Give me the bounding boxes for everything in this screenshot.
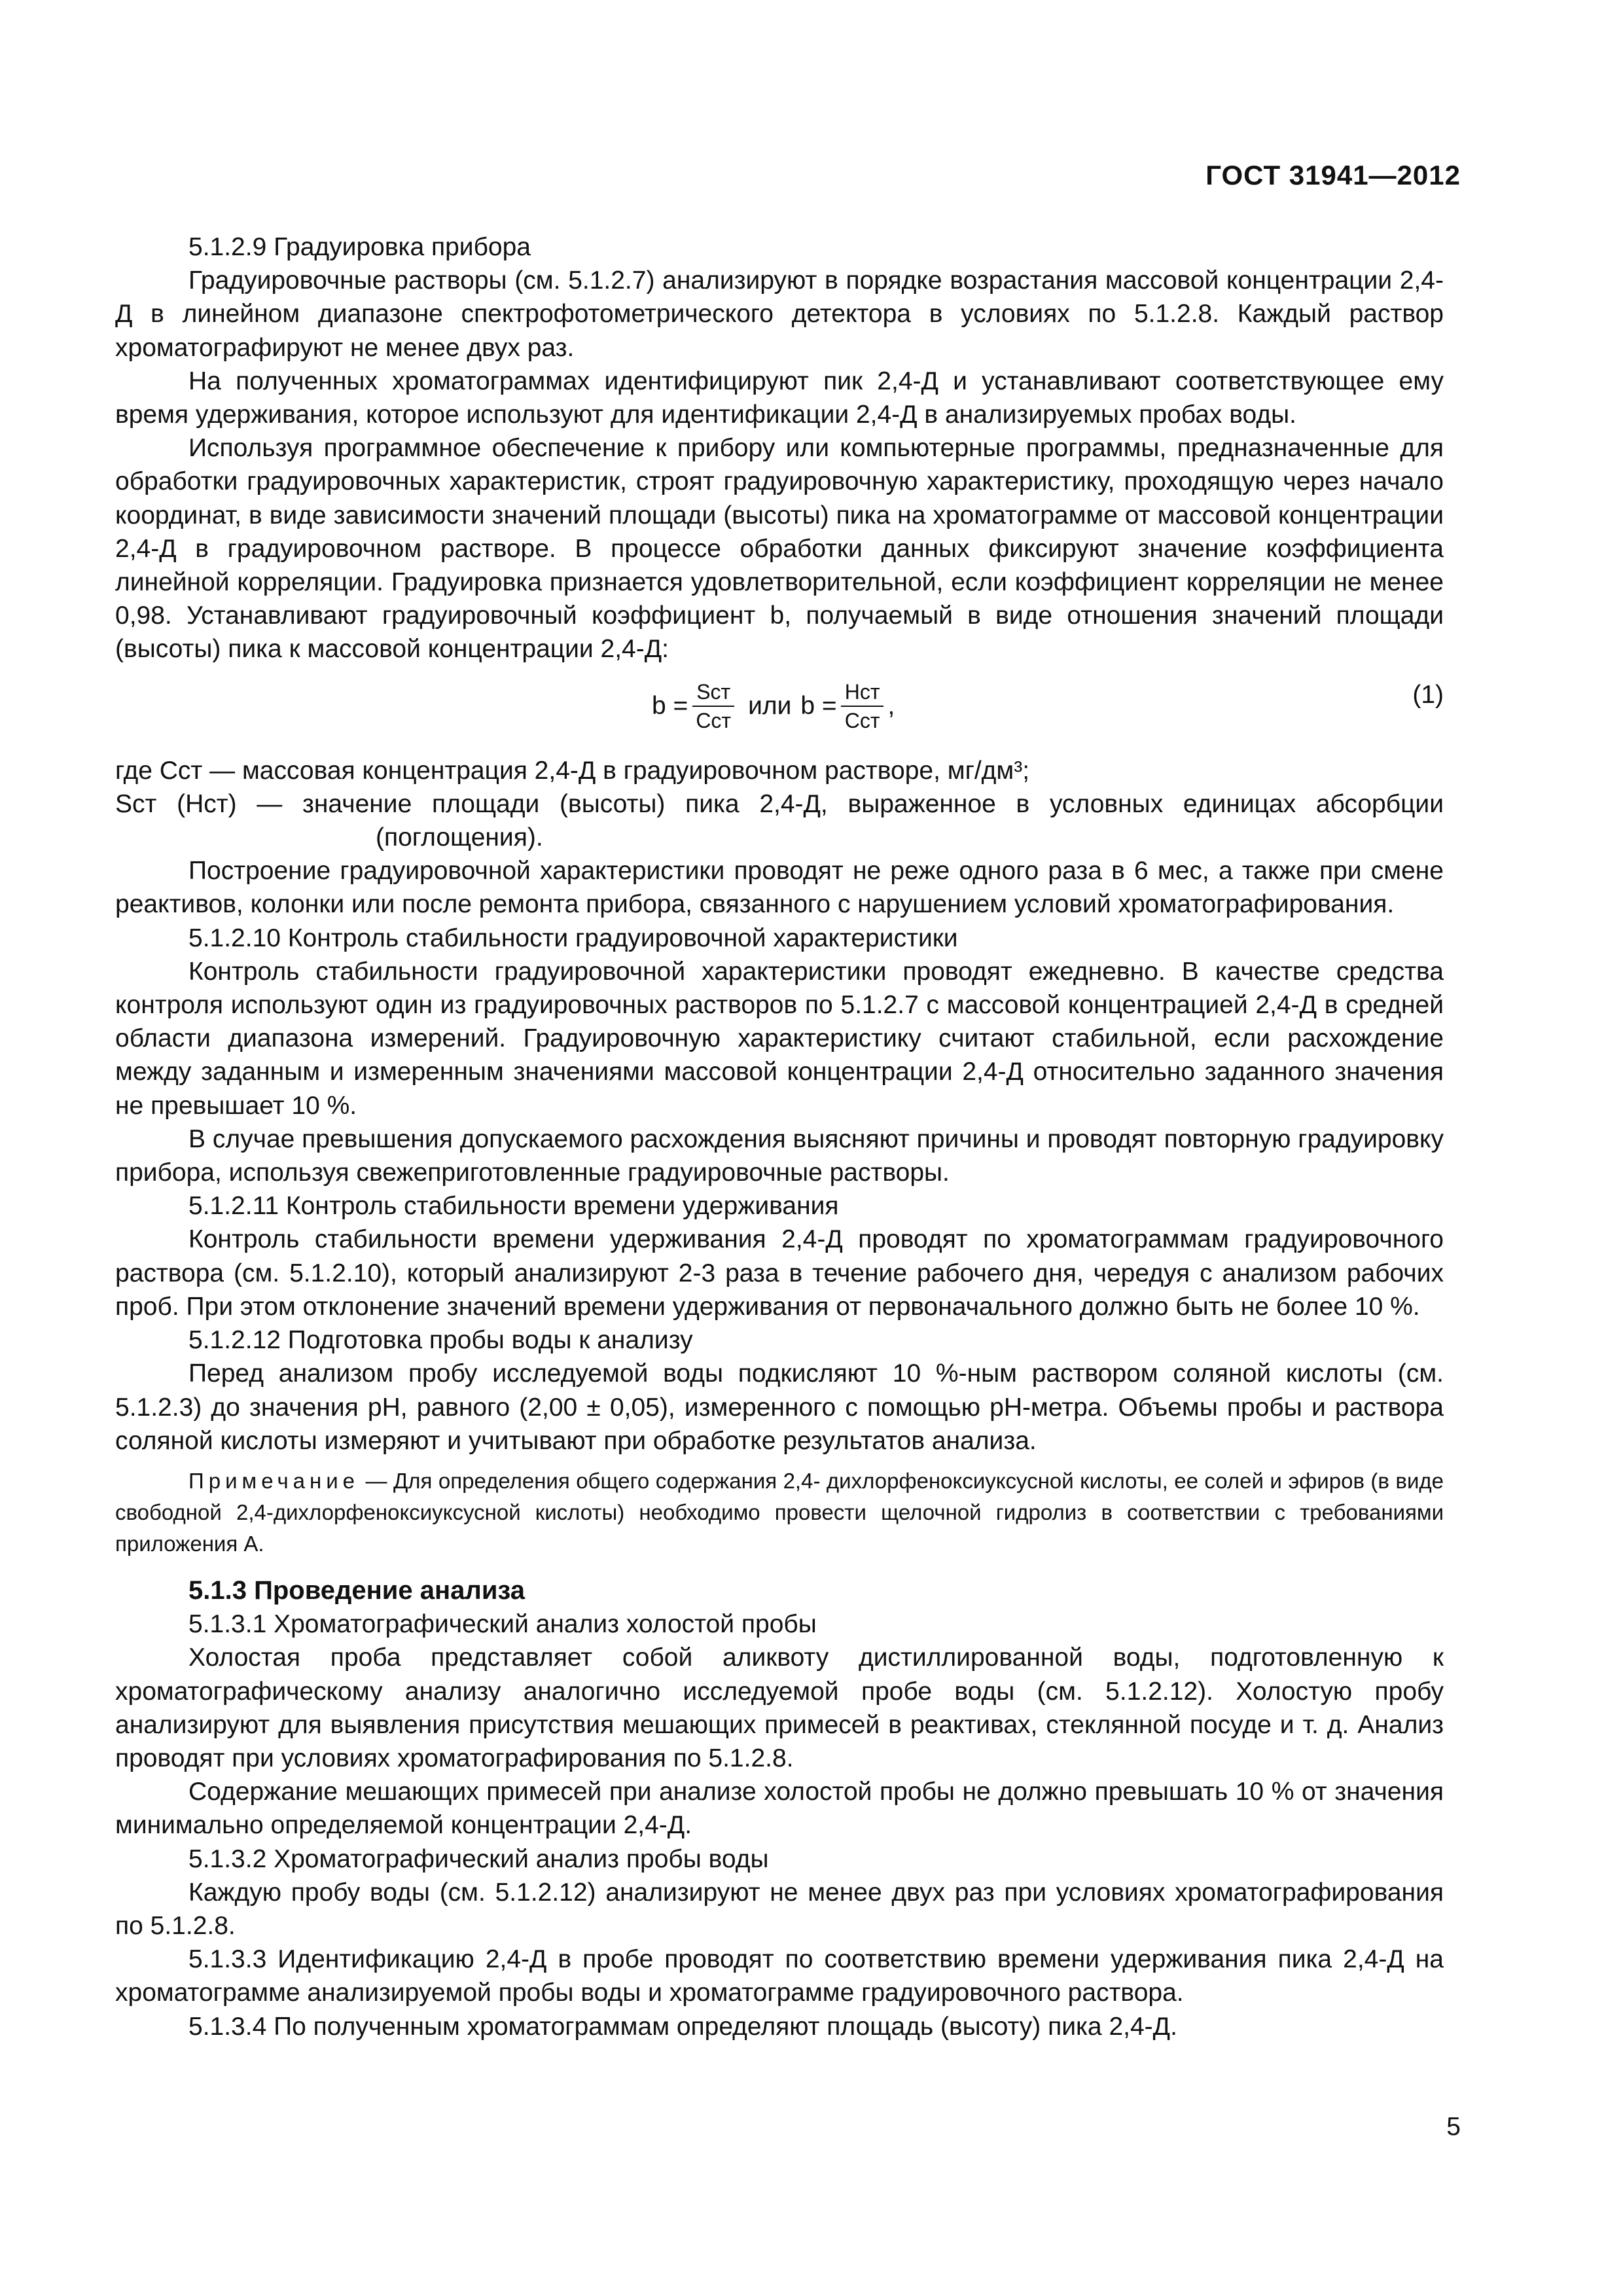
fraction-1-numerator: Sст (692, 678, 734, 707)
formula-lhs-1: b = (652, 692, 688, 721)
formula-1 (115, 669, 1444, 753)
fraction-2 (841, 678, 884, 734)
heading-5-1-3-1: 5.1.3.1 Хроматографический анализ холостой пробы (188, 1610, 817, 1639)
heading-5-1-2-11: 5.1.2.11 Контроль стабильности времени удерживания (188, 1192, 839, 1221)
paragraph: Градуировочные растворы (см. 5.1.2.7) анализируют в порядке возрастания массовой концентрации 2,4-Д в линейном диапазоне спектрофотометрического детектора в условиях по 5.1.2.8. Каждый раствор хроматографируют не менее двух раз. (115, 266, 1444, 362)
paragraph: Каждую пробу воды (см. 5.1.2.12) анализируют не менее двух раз при условиях хроматографирования по 5.1.2.8. (115, 1878, 1444, 1940)
note-text: — Для определения общего содержания 2,4- дихлорфеноксиуксусной кислоты, ее солей и эфиров (в виде свободной 2,4-дихлорфеноксиуксусной кислоты) необходимо провести щелочной гидролиз в соответствии с требованиями приложения А. (115, 1468, 1444, 1556)
formula-tail: , (887, 692, 895, 721)
note-label: Примечание (188, 1468, 360, 1493)
document-body (115, 230, 1444, 2043)
heading-5-1-2-10: 5.1.2.10 Контроль стабильности градуировочной характеристики (188, 924, 958, 952)
paragraph: В случае превышения допускаемого расхождения выясняют причины и проводят повторную градуировку прибора, используя свежеприготовленные градуировочные растворы. (115, 1124, 1444, 1187)
heading-5-1-3-2: 5.1.3.2 Хроматографический анализ пробы воды (188, 1844, 769, 1873)
heading-5-1-2-9: 5.1.2.9 Градуировка прибора (188, 233, 531, 261)
page-number: 5 (1446, 2113, 1461, 2141)
paragraph: 5.1.3.3 Идентификацию 2,4-Д в пробе проводят по соответствию времени удерживания пика 2,4-Д на хроматограмме анализируемой пробы воды и хроматограмме градуировочного раствора. (115, 1945, 1444, 2007)
paragraph: 5.1.3.4 По полученным хроматограммам определяют площадь (высоту) пика 2,4-Д. (188, 2012, 1177, 2041)
paragraph: Контроль стабильности времени удерживания 2,4-Д проводят по хроматограммам градуировочного раствора (см. 5.1.2.10), который анализируют 2-3 раза в течение рабочего дня, чередуя с анализом рабочих проб. При этом отклонение значений времени удерживания от первоначального должно быть не более 10 %. (115, 1225, 1444, 1321)
fraction-2-numerator: Hст (841, 678, 884, 707)
formula-lhs-2: b = (800, 692, 837, 721)
formula-expression (652, 678, 895, 734)
formula-or: или (748, 692, 792, 721)
fraction-1-denominator: Cст (696, 708, 732, 732)
definition-s-h: Sст (Hст) — значение площади (высоты) пика 2,4-Д, выраженное в условных единицах абсорбции (поглощения). (115, 789, 1444, 852)
heading-5-1-3: 5.1.3 Проведение анализа (188, 1575, 526, 1605)
heading-5-1-2-12: 5.1.2.12 Подготовка пробы воды к анализу (188, 1326, 693, 1355)
paragraph: Содержание мешающих примесей при анализе холостой пробы не должно превышать 10 % от значения минимально определяемой концентрации 2,4-Д. (115, 1778, 1444, 1840)
equation-number: (1) (1412, 680, 1444, 709)
paragraph: Построение градуировочной характеристики проводят не реже одного раза в 6 мес, а также при смене реактивов, колонки или после ремонта прибора, связанного с нарушением условий хроматографирования. (115, 857, 1444, 919)
note (115, 1465, 1444, 1560)
paragraph: Используя программное обеспечение к прибору или компьютерные программы, предназначенные для обработки градуировочных характеристик, строят градуировочную характеристику, проходящую через начало координат, в виде зависимости значений площади (высоты) пика на хроматограмме от массовой концентрации 2,4-Д в градуировочном растворе. В процессе обработки данных фиксируют значение коэффициента линейной корреляции. Градуировка признается удовлетворительной, если коэффициент корреляции не менее 0,98. Устанавливают градуировочный коэффициент b, получаемый в виде отношения значений площади (высоты) пика к массовой концентрации 2,4-Д: (115, 434, 1444, 664)
paragraph: Холостая проба представляет собой аликвоту дистиллированной воды, подготовленную к хроматографическому анализу аналогично исследуемой пробе воды (см. 5.1.2.12). Холостую пробу анализируют для выявления присутствия мешающих примесей в реактивах, стеклянной посуде и т. д. Анализ проводят при условиях хроматографирования по 5.1.2.8. (115, 1643, 1444, 1772)
paragraph: Перед анализом пробу исследуемой воды подкисляют 10 %-ным раствором соляной кислоты (см. 5.1.2.3) до значения pH, равного (2,00 ± 0,05), измеренного с помощью pH-метра. Объемы пробы и раствора соляной кислоты измеряют и учитывают при обработке результатов анализа. (115, 1359, 1444, 1455)
fraction-2-denominator: Cст (844, 708, 880, 732)
paragraph: На полученных хроматограммах идентифицируют пик 2,4-Д и устанавливают соответствующее ему время удерживания, которое используют для идентификации 2,4-Д в анализируемых пробах воды. (115, 367, 1444, 429)
paragraph: Контроль стабильности градуировочной характеристики проводят ежедневно. В качестве средства контроля используют один из градуировочных растворов по 5.1.2.7 с массовой концентрацией 2,4-Д в средней области диапазона измерений. Градуировочную характеристику считают стабильной, если расхождение между заданным и измеренным значениями массовой концентрации 2,4-Д относительно заданного значения не превышает 10 %. (115, 957, 1444, 1120)
document-header: ГОСТ 31941—2012 (1205, 160, 1461, 190)
fraction-1 (692, 678, 735, 734)
definition-c: где Cст — массовая концентрация 2,4-Д в градуировочном растворе, мг/дм³; (115, 756, 1030, 785)
